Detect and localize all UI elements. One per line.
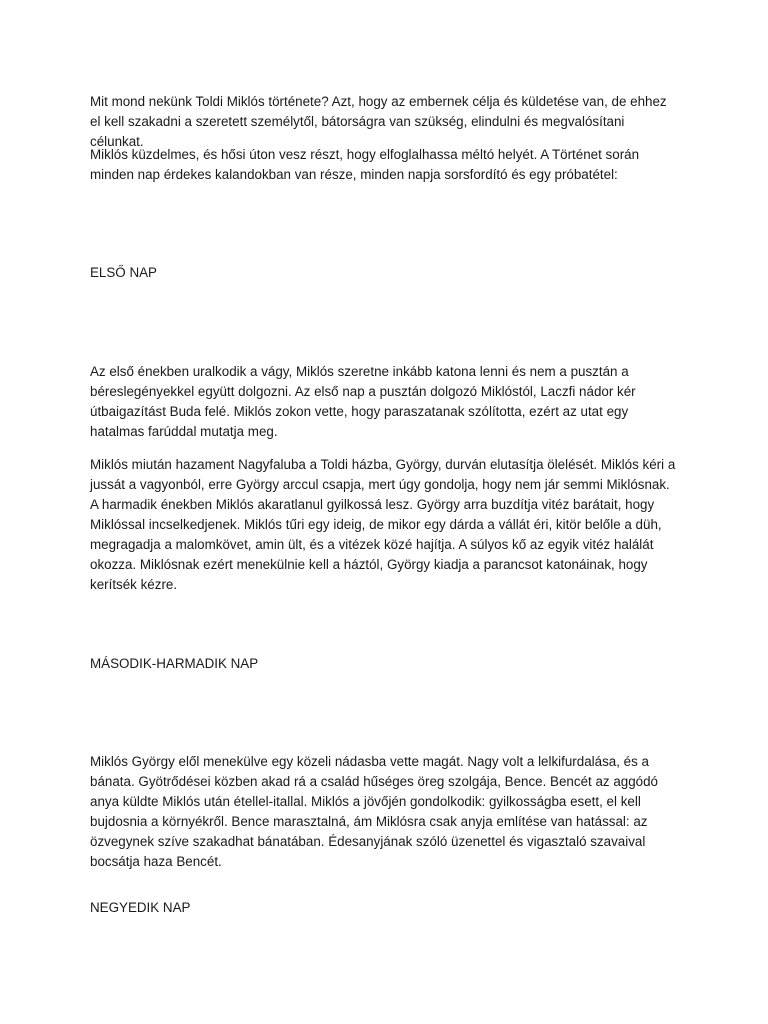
paragraph-first-day-1: Az első énekben uralkodik a vágy, Miklós szeretne inkább katona lenni és nem a pusztán a béreslegényekkel együtt dolgozni. Az első nap a pusztán dolgozó Miklóstól, Laczfi nádor kér útbaigazítást Buda felé. Miklós zokon vette, hogy paraszatanak szólította, ezért az utat egy hatalmas farúddal mutatja meg. xyxy=(90,364,636,439)
paragraph-intro: Mit mond nekünk Toldi Miklós története? Azt, hogy az embernek célja és küldetése van, de ehhez el kell szakadni a szeretett személytől, bátorságra van szükség, elindulni és megvalósítani célunkat. xyxy=(90,94,667,149)
paragraph-second-third-day: Miklós György elől menekülve egy közeli nádasba vette magát. Nagy volt a lelkifurdalása, és a bánata. Gyötrődései közben akad rá a család hűséges öreg szolgája, Bence. Bencét az aggódó anya küldte Miklós után étellel-itallal. Miklós a jövőjén gondolkodik: gyilkosságba esett, el kell bujdosnia a környékről. Bence marasztalná, ám Miklósra csak anyja említése van hatással: az özvegynek szíve szakadhat bánatában. Édesanyjának szóló üzenettel és vigasztaló szavaival bocsátja haza Bencét. xyxy=(90,754,658,869)
paragraph-first-day-2: Miklós miután hazament Nagyfaluba a Toldi házba, György, durván elutasítja ölelését. Miklós kéri a jussát a vagyonból, erre György arccul csapja, mert úgy gondolja, hogy nem jár semmi Miklósnak. A harmadik énekben Miklós akaratlanul gyilkossá lesz. György arra buzdítja vitéz barátait, hogy Miklóssal incselkedjenek. Miklós tűri egy ideig, de mikor egy dárda a vállát éri, kitör belőle a düh, megragadja a malomkövet, amin ült, és a vitézek közé hajítja. A súlyos kő az egyik vitéz halálát okozza. Miklósnak ezért menekülnie kell a háztól, György kiadja a parancsot katonáinak, hogy kerítsék kézre. xyxy=(90,457,676,592)
paragraph-summary: Miklós küzdelmes, és hősi úton vesz részt, hogy elfoglalhassa méltó helyét. A Történet során minden nap érdekes kalandokban van része, minden napja sorsfordító és egy próbatétel: xyxy=(90,147,640,182)
heading-second-third-day: MÁSODIK-HARMADIK NAP xyxy=(90,656,259,671)
heading-first-day: ELSŐ NAP xyxy=(90,265,157,280)
heading-fourth-day: NEGYEDIK NAP xyxy=(90,900,191,915)
